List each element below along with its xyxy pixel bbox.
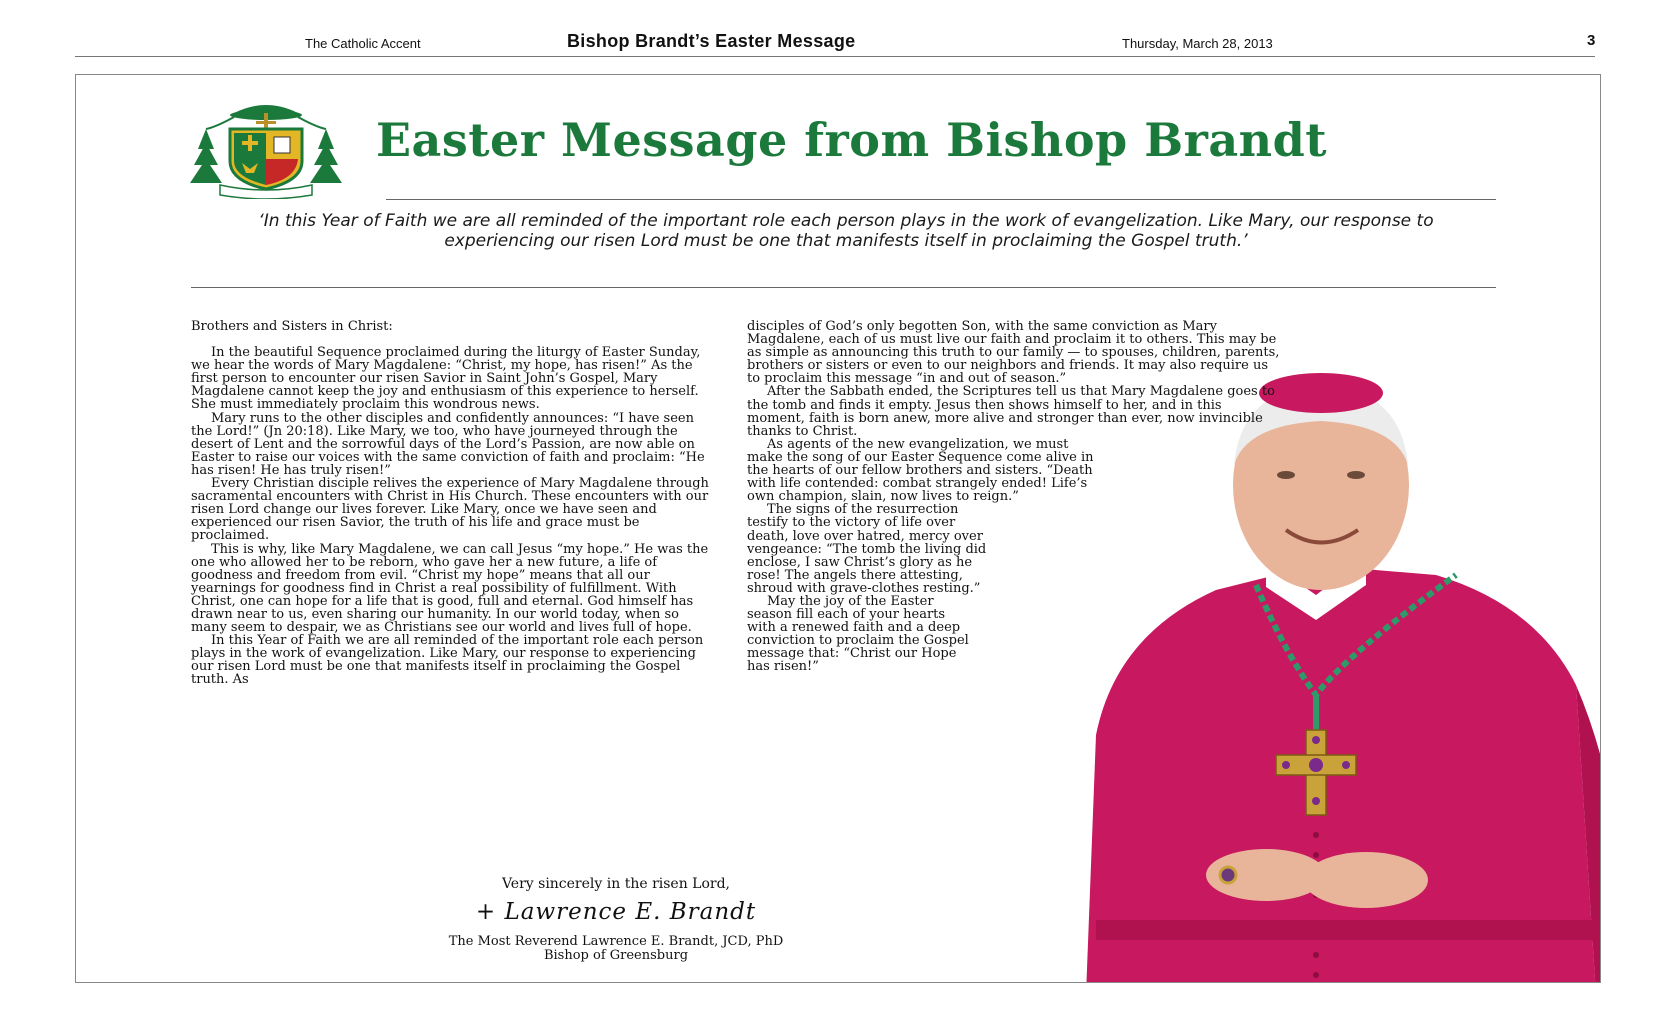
paragraph: disciples of God’s only begotten Son, with the same conviction as Mary Magdalene, each of us must live our faith and proclaim it to others. This may be as simple as announcing this truth to our family — to spouses, children, parents, brothers or sisters or even to our neighbors and friends. It may also require us to proclaim this message “in and out of season.” — [747, 319, 1280, 387]
publication-name: The Catholic Accent — [305, 36, 421, 51]
paragraph: Mary runs to the other disciples and confidently announces: “I have seen the Lord!” (Jn 20:18). Like Mary, we too, who have journeyed through the desert of Lent and the sorrowful days of the Lord’s Passion, are now able on Easter to raise our voices with the same conviction of faith and proclaim: “He has risen! He has truly risen!” — [191, 410, 705, 478]
paragraph: Every Christian disciple relives the experience of Mary Magdalene through sacramental encounters with Christ in His Church. These encounters with our risen Lord change our lives forever. Like Mary, once we have seen and experienced our risen Savior, the truth of his life and grace must be proclaimed. — [191, 476, 709, 544]
paragraph: This is why, like Mary Magdalene, we can call Jesus “my hope.” He was the one who allowed her to be reborn, who gave her a new future, a life of goodness and freedom from evil. “Christ my hope” means that all our yearnings for goodness find in Christ a real possibility of fulfillment. With Christ, one can hope for a life that is good, full and eternal. God himself has drawn near to us, even sharing our humanity. In our world today, when so many seem to despair, we as Christians see our world and lives full of hope. — [191, 541, 709, 636]
salutation: Brothers and Sisters in Christ: — [191, 319, 393, 334]
signature: + Lawrence E. Brandt — [475, 899, 757, 925]
article-column-left — [191, 320, 711, 687]
headline: Easter Message from Bishop Brandt — [376, 113, 1327, 167]
signatory-title: The Most Reverend Lawrence E. Brandt, JCD, PhD — [448, 934, 784, 949]
closing-block — [346, 875, 886, 963]
section-title: Bishop Brandt’s Easter Message — [567, 31, 856, 51]
paragraph: After the Sabbath ended, the Scriptures tell us that Mary Magdalene goes to the tomb and finds it empty. Jesus then shows himself to her, and in this moment, faith is born anew, more alive and stronger than ever, now invincible thanks to Christ. — [747, 384, 1275, 439]
coat-of-arms-icon — [186, 99, 346, 199]
issue-date: Thursday, March 28, 2013 — [1122, 36, 1273, 51]
article-column-right — [747, 320, 1283, 674]
valediction: Very sincerely in the risen Lord, — [501, 876, 731, 892]
divider — [386, 199, 1496, 200]
paragraph: May the joy of the Easter season fill each of your hearts with a renewed faith and a deep conviction to proclaim the Gospel message that: “Christ our Hope has risen!” — [747, 593, 969, 675]
article-frame — [75, 74, 1601, 983]
signatory-office: Bishop of Greensburg — [543, 948, 689, 963]
paragraph: The signs of the resurrection testify to the victory of life over death, love over hatred, mercy over vengeance: “The tomb the living did enclose, I saw Christ’s glory as he rose! The angels there attesting, shroud with grave-clothes resting.” — [747, 502, 987, 596]
pull-quote: ‘In this Year of Faith we are all reminded of the important role each person plays in the work of evangelization. Like Mary, our response to experiencing our risen Lord must be one that manifests itself in proclaiming the Gospel truth.’ — [258, 211, 1434, 251]
paragraph: In this Year of Faith we are all reminded of the important role each person plays in the work of evangelization. Like Mary, our response to experiencing our risen Lord must be one that manifests itself in proclaiming the Gospel truth. As — [191, 633, 704, 688]
paragraph: As agents of the new evangelization, we must make the song of our Easter Sequence come alive in the hearts of our fellow brothers and sisters. “Death with life contended: combat strangely ended! Life’s own champion, slain, now lives to reign.” — [747, 436, 1094, 505]
divider — [191, 287, 1496, 288]
paragraph: In the beautiful Sequence proclaimed during the liturgy of Easter Sunday, we hear the words of Mary Magdalene: “Christ, my hope, has risen!” As the first person to encounter our risen Savior in Saint John’s Gospel, Mary Magdalene cannot keep the joy and enthusiasm of this experience to herself. She must immediately proclaim this wondrous news. — [191, 345, 701, 413]
running-head — [75, 30, 1595, 57]
page-number: 3 — [1587, 32, 1596, 49]
